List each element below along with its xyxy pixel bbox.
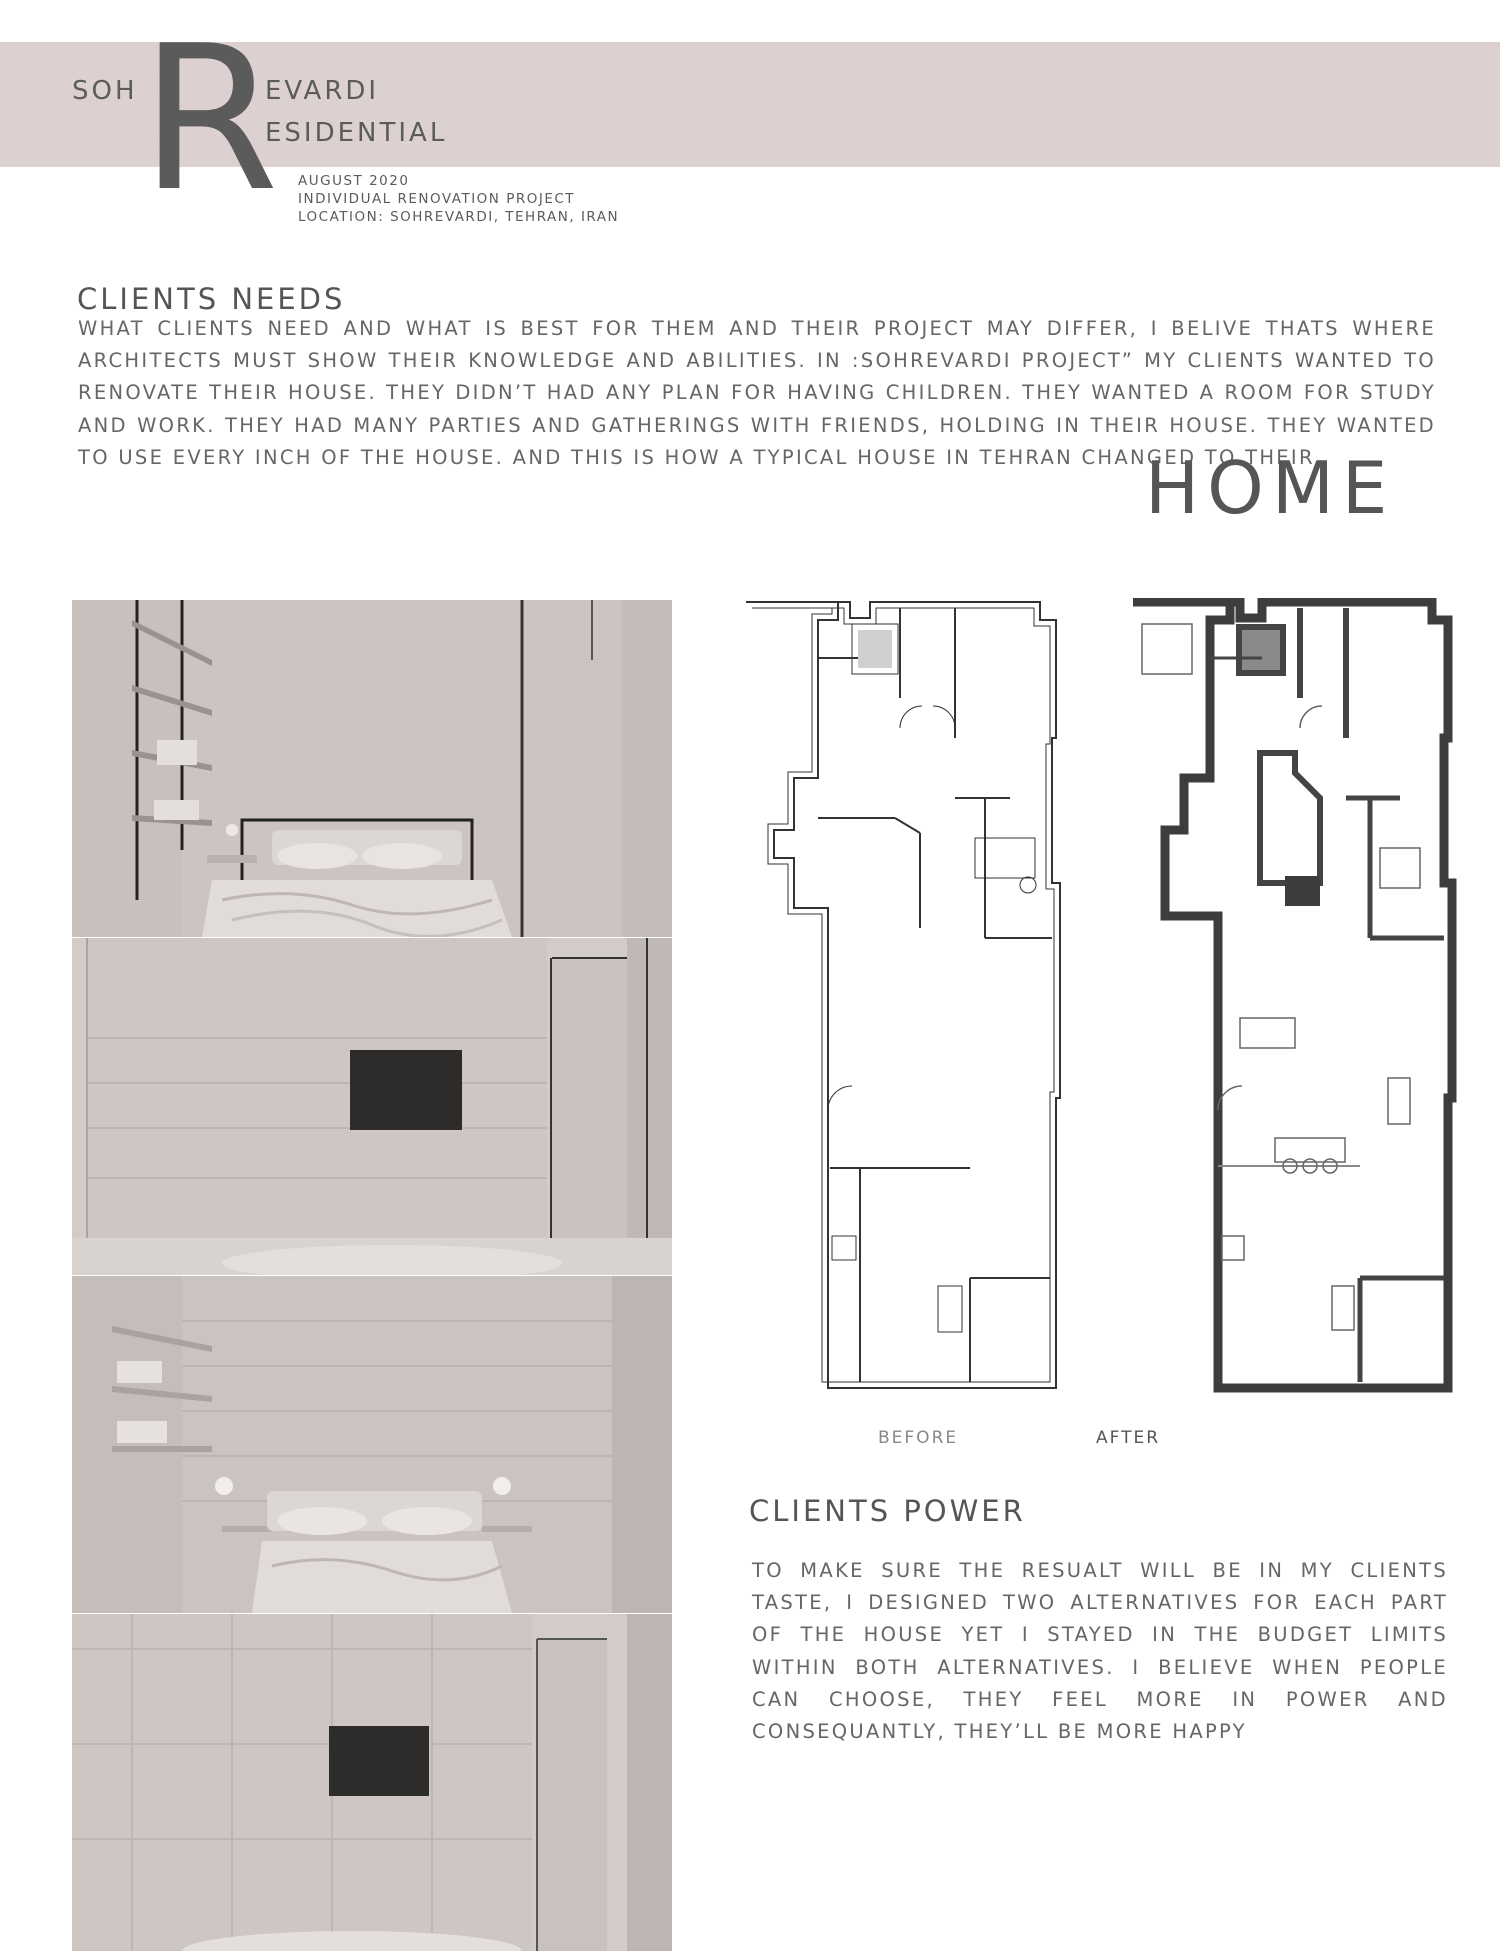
plan-before-label: BEFORE: [878, 1428, 959, 1448]
clients-power-heading: CLIENTS POWER: [749, 1494, 1026, 1528]
meta-date: AUGUST 2020: [298, 173, 410, 189]
render-bedroom-grid-wall: [72, 1614, 672, 1951]
render-bedroom-lamps: [72, 1276, 672, 1613]
plan-after: [1133, 602, 1452, 1388]
meta-type: INDIVIDUAL RENOVATION PROJECT: [298, 191, 576, 207]
render-bedroom-tv-wall: [72, 938, 672, 1275]
bedroom-renders: [72, 600, 672, 1951]
title-suffix: EVARDI: [265, 76, 380, 106]
clients-power-text: TO MAKE SURE THE RESUALT WILL BE IN MY CLIENTS TASTE, I DESIGNED TWO ALTERNATIVES FOR EACH PART OF THE HOUSE YET I STAYED IN THE BUDGET LIMITS WITHIN BOTH ALTERNATIVES. I BELIEVE WHEN PEOPLE CAN CHOOSE, THEY FEEL MORE IN POWER AND CONSEQUANTLY, THEY’LL BE MORE HAPPY: [752, 1559, 1448, 1744]
clients-needs-heading: CLIENTS NEEDS: [77, 282, 346, 316]
title-big-letter: R: [140, 3, 279, 236]
render-bedroom-shelves: [72, 600, 672, 937]
project-meta: [298, 172, 619, 226]
clients-needs-text: WHAT CLIENTS NEED AND WHAT IS BEST FOR THEM AND THEIR PROJECT MAY DIFFER, I BELIVE THATS WHERE ARCHITECTS MUST SHOW THEIR KNOWLEDGE AND ABILITIES. IN :SOHREVARDI PROJECT” MY CLIENTS WANTED TO RENOVATE THEIR HOUSE. THEY DIDN’T HAD ANY PLAN FOR HAVING CHILDREN. THEY WANTED A ROOM FOR STUDY AND WORK. THEY HAD MANY PARTIES AND GATHERINGS WITH FRIENDS, HOLDING IN THEIR HOUSE. THEY WANTED TO USE EVERY INCH OF THE HOUSE. AND THIS IS HOW A TYPICAL HOUSE IN TEHRAN CHANGED TO THEIR: [78, 317, 1436, 469]
plan-before: [746, 602, 1060, 1388]
subtitle-suffix: ESIDENTIAL: [265, 118, 448, 148]
home-emphasis: HOME: [1145, 446, 1396, 530]
meta-location: LOCATION: SOHREVARDI, TEHRAN, IRAN: [298, 209, 620, 225]
floor-plans: [740, 598, 1460, 1418]
plan-after-label: AFTER: [1096, 1428, 1161, 1448]
title-prefix: SOH: [72, 76, 138, 106]
